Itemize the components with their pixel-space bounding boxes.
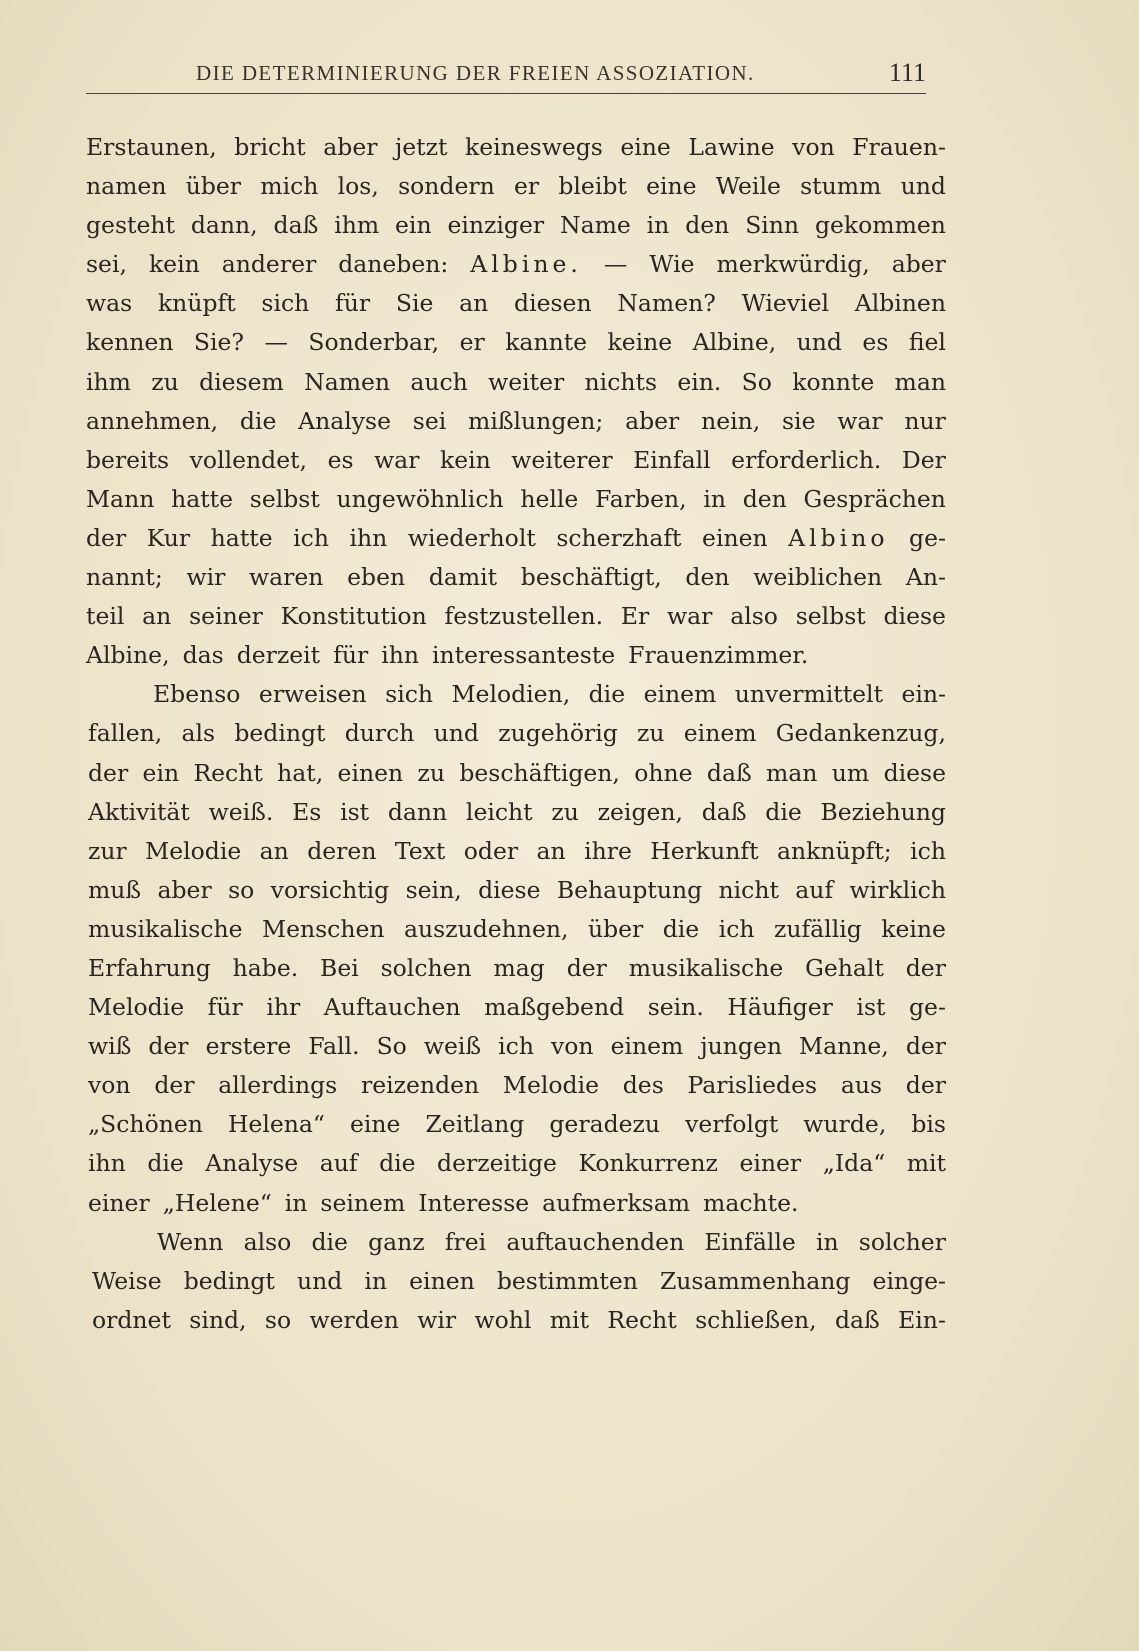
text-line: wiß der erstere Fall. So weiß ich von einem jungen Manne, der bbox=[88, 1032, 946, 1061]
running-head bbox=[86, 58, 926, 98]
text-line: Mann hatte selbst ungewöhnlich helle Farben, in den Gesprächen bbox=[86, 484, 946, 513]
text-line: ordnet sind, so werden wir wohl mit Recht schließen, daß Ein- bbox=[92, 1305, 946, 1334]
text-line: von der allerdings reizenden Melodie des Parisliedes aus der bbox=[88, 1071, 946, 1100]
text-line: fallen, als bedingt durch und zugehörig zu einem Gedankenzug, bbox=[88, 719, 946, 748]
text-line: der ein Recht hat, einen zu beschäftigen, ohne daß man um diese bbox=[88, 758, 946, 787]
text-line: kennen Sie? — Sonderbar, er kannte keine Albine, und es fiel bbox=[86, 328, 946, 357]
text-line: der Kur hatte ich ihn wiederholt scherzhaft einen Albino ge- bbox=[86, 523, 946, 552]
text-line: musikalische Menschen auszudehnen, über die ich zufällig keine bbox=[88, 914, 946, 943]
text-line: einer „Helene“ in seinem Interesse aufmerksam machte. bbox=[88, 1188, 799, 1217]
text-line: Erstaunen, bricht aber jetzt keineswegs eine Lawine von Frauen- bbox=[86, 133, 946, 161]
text-line: Melodie für ihr Auftauchen maßgebend sein. Häufiger ist ge- bbox=[88, 993, 946, 1022]
header-rule bbox=[86, 93, 926, 94]
text-line: gesteht dann, daß ihm ein einziger Name in den Sinn gekommen bbox=[86, 211, 946, 240]
text-line: Ebenso erweisen sich Melodien, die einem unvermittelt ein- bbox=[153, 680, 946, 709]
text-line: annehmen, die Analyse sei mißlungen; aber nein, sie war nur bbox=[86, 406, 946, 435]
text-line: bereits vollendet, es war kein weiterer Einfall erforderlich. Der bbox=[86, 445, 946, 474]
text-line: teil an seiner Konstitution festzustellen. Er war also selbst diese bbox=[86, 602, 946, 631]
text-line: sei, kein anderer daneben: Albine. — Wie merkwürdig, aber bbox=[86, 250, 946, 279]
paragraph bbox=[86, 128, 946, 675]
text-line: namen über mich los, sondern er bleibt eine Weile stumm und bbox=[86, 172, 946, 201]
paragraph bbox=[92, 1223, 946, 1340]
text-line: ihm zu diesem Namen auch weiter nichts ein. So konnte man bbox=[86, 367, 946, 396]
text-line: Albine, das derzeit für ihn interessanteste Frauenzimmer. bbox=[86, 641, 809, 670]
text-line: Wenn also die ganz frei auftauchenden Einfälle in solcher bbox=[157, 1227, 946, 1256]
text-line: ihn die Analyse auf die derzeitige Konkurrenz einer „Ida“ mit bbox=[88, 1149, 946, 1178]
text-line: nannt; wir waren eben damit beschäftigt, den weiblichen An- bbox=[86, 563, 946, 592]
text-line: muß aber so vorsichtig sein, diese Behauptung nicht auf wirklich bbox=[88, 875, 946, 904]
paragraph bbox=[88, 675, 946, 1222]
text-line: was knüpft sich für Sie an diesen Namen? Wieviel Albinen bbox=[86, 289, 946, 318]
text-line: zur Melodie an deren Text oder an ihre Herkunft anknüpft; ich bbox=[88, 836, 946, 865]
text-line: „Schönen Helena“ eine Zeitlang geradezu verfolgt wurde, bis bbox=[88, 1110, 946, 1139]
body-text bbox=[86, 128, 946, 1340]
text-line: Aktivität weiß. Es ist dann leicht zu zeigen, daß die Beziehung bbox=[88, 797, 946, 826]
page-number: 111 bbox=[888, 58, 926, 87]
text-line: Weise bedingt und in einen bestimmten Zusammenhang einge- bbox=[92, 1266, 946, 1295]
running-title: DIE DETERMINIERUNG DER FREIEN ASSOZIATION. bbox=[196, 61, 755, 85]
text-line: Erfahrung habe. Bei solchen mag der musikalische Gehalt der bbox=[88, 953, 946, 982]
